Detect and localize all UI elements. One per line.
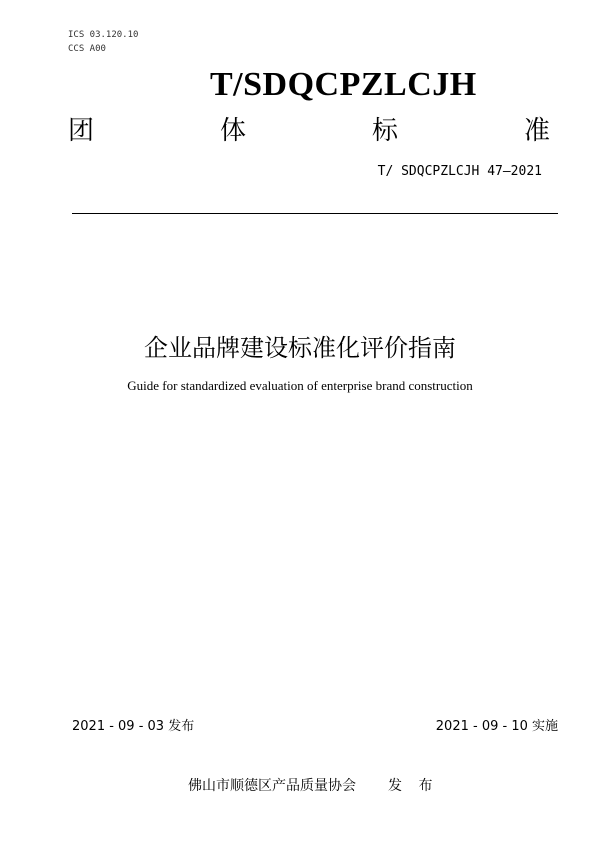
standard-type-char: 团 <box>68 116 95 146</box>
standard-type-char: 准 <box>523 116 550 146</box>
ics-code: ICS 03.120.10 <box>68 30 139 40</box>
issue-date: 2021 - 09 - 03 发布 <box>72 719 195 734</box>
divider <box>72 213 558 214</box>
document-title-cn: 企业品牌建设标准化评价指南 <box>144 334 456 362</box>
organization-code: T/SDQCPZLCJH <box>210 66 477 103</box>
standard-type-char: 标 <box>371 116 398 146</box>
document-title-en: Guide for standardized evaluation of enterprise brand construction <box>127 378 473 393</box>
publisher: 佛山市顺德区产品质量协会 <box>188 778 356 794</box>
standard-type <box>68 110 550 147</box>
standard-number: T/ SDQCPZLCJH 47—2021 <box>377 164 542 179</box>
implementation-date: 2021 - 09 - 10 实施 <box>435 719 558 734</box>
standard-type-char: 体 <box>219 116 246 146</box>
ccs-code: CCS A00 <box>68 44 106 54</box>
publish-label: 发 布 <box>388 778 439 794</box>
